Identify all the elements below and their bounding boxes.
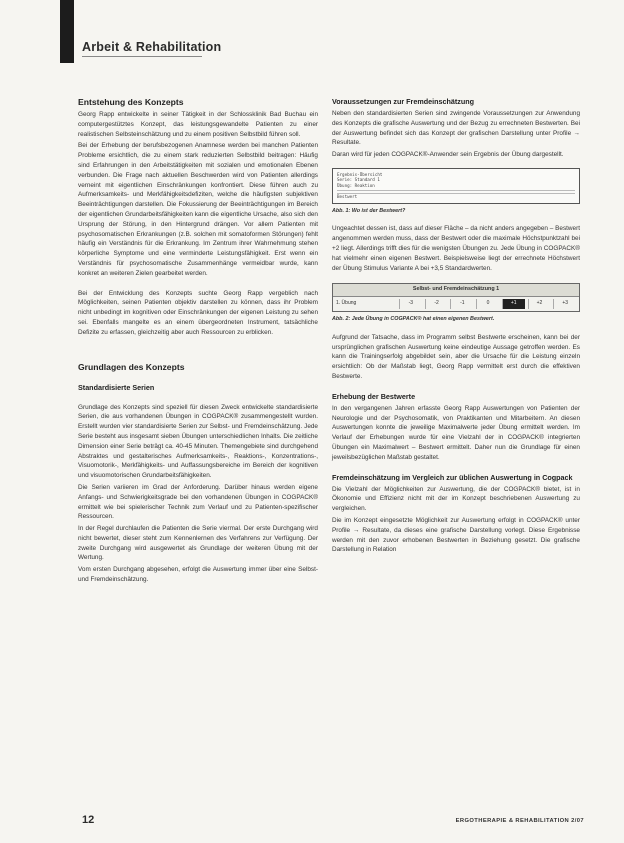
paragraph: Die im Konzept eingesetzte Möglichkeit zur Auswertung erfolgt in COGPACK® unter Profile → Resultate, da dieses eine grafische Darstellung vorlegt. Diese Ergebnisse werden mit den zuvor erhobenen Bestwerten in Beziehung gesetzt. Die grafische Darstellung in Relation: [332, 516, 580, 554]
figure-1-text: Serie: Standard 1: [337, 177, 380, 183]
scale-value: 0: [476, 299, 499, 309]
scale-value: -2: [425, 299, 448, 309]
figure-2-row-label: 1. Übung: [336, 300, 357, 307]
paragraph: Bei der Erhebung der berufsbezogenen Anamnese werden bei manchen Patienten Probleme ersichtlich, die zu einem stark reduzierten Selbstbild beitragen: Häufig sind Erfahrungen in den Arbeitstätigkeiten mit sozialen und emotionalen Ebenen verbunden. Die Frage nach aktuellen Beschwerden wird von Patienten allerdings verneint mit eigentlichen Einschränkungen konfrontiert. Diese führen auch zu Aufmerksamkeits- und Merkfähigkeitsdefiziten, welche die häufigsten subjektiven Beeinträchtigungen darstellen. Die Fokussierung der Beeinträchtigungen im Bereich der eigentlichen Grundarbeitsfähigkeiten kann die eigentliche Ursache, also sich den Ursprung der Störung, in den Hintergrund drängen. Vor allem Patienten mit psychosomatischen Erkrankungen (z.B. solchen mit somatoformen Störungen) fehlt häufig ein Verständnis für die Erkrankung. Im Zentrum ihrer Wahrnehmung stehen körperliche Symptome und eine verminderte Leistungsfähigkeit. Erst wenn ein Verständnis für psychosomatische Zusammenhänge vermeidbar wurde, kann konkret an weiteren Zielen gearbeitet werden.: [78, 142, 318, 277]
scale-value: -3: [399, 299, 422, 309]
figure-2-title: Selbst- und Fremdeinschätzung 1: [333, 284, 579, 297]
paragraph: Vom ersten Durchgang abgesehen, erfolgt die Auswertung immer über eine Selbst- und Fremdeinschätzung.: [78, 566, 318, 584]
scale-value: +3: [553, 299, 576, 309]
figure-1-text: Ergebnis-Übersicht: [337, 171, 383, 177]
scale-value-selected: +1: [502, 299, 525, 309]
section-tab-marker: [60, 0, 74, 63]
figure-2-rating-widget: [332, 283, 580, 312]
paragraph: Bei der Entwicklung des Konzepts suchte Georg Rapp vergeblich nach Möglichkeiten, seinen Patienten objektiv darstellen zu können, dass ihr Problem nicht unbedingt im kognitiven oder Einschränkungen der eigenen Leistung zu sehen sei. Ebenfalls mangelte es an einem übergeordneten Instrument, tatsächliche Defizite zu erfassen, gleichzeitig aber auch Ressourcen zu erblicken.: [78, 289, 318, 336]
figure-1-text: Bestwert: [337, 194, 358, 200]
right-column: [332, 97, 580, 557]
paragraph: Daran wird für jeden COGPACK®-Anwender sein Ergebnis der Übung dargestellt.: [332, 151, 564, 159]
paragraph: Ungeachtet dessen ist, dass auf dieser Fläche – da nicht anders angegeben – Bestwert angenommen werden muss, dass der Bestwert oder die maximale Höchstpunktzahl bei +2 liegt. Allerdings trifft dies für die wenigsten Übungen zu. Jede Übung in COGPACK® hat vielmehr einen eigenen Bestwert. Beispielsweise liegt der errechnete Höchstwert der Übung Stimulus Variante A bei +3,5 Standardwerten.: [332, 225, 580, 272]
figure-1-text: Übung: Reaktion: [337, 182, 375, 188]
scale-value: -1: [450, 299, 473, 309]
header-rule: [82, 56, 202, 57]
publication-name: ERGOTHERAPIE & REHABILITATION 2/07: [455, 818, 584, 824]
figure-2-caption: Abb. 2: Jede Übung in COGPACK® hat einen eigenen Bestwert.: [332, 315, 495, 322]
paragraph: Grundlage des Konzepts sind speziell für diesen Zweck entwickelte standardisierte Serien, die aus vorhandenen Übungen in COGPACK® zusammengestellt wurden. Erstellt wurden vier standardisierte Serien zur Selbst- und Fremdeinschätzung. Jede Serie besteht aus insgesamt sieben Übungen unterschiedlichen Inhalts. Die zeitliche Dimension einer Serie beträgt ca. 40-45 Minuten. Themengebiete sind durchgehend Abstraktes und gestalterisches Aufmerksamkeits-, Reaktions-, Konzentrations-, Visuomotorik-, Merkfähigkeits- und Auffassungsbereiche im Bereich der kognitiven und visuomotorischen Grundarbeitsfähigkeiten.: [78, 403, 318, 480]
scale-value: +2: [528, 299, 551, 309]
heading-fremdeinschaetzung: Fremdeinschätzung im Vergleich zur üblichen Auswertung in Cogpack: [332, 472, 573, 482]
paragraph: Georg Rapp entwickelte in seiner Tätigkeit in der Schlossklinik Bad Buchau ein computergestütztes Konzept, das leistungsgewandelte Patienten zu einer realistischen Selbsteinschätzung und zu einem positiven Selbstbild führen soll.: [78, 111, 318, 138]
heading-grundlagen: Grundlagen des Konzepts: [78, 361, 185, 372]
paragraph: Aufgrund der Tatsache, dass im Programm selbst Bestwerte erscheinen, kann bei der ursprünglichen grafischen Auswertung keine eindeutige Aussage getroffen werden. Es kann die Trainingserfolg abgebildet sein, aber die Ursache für die Leistung einzeln ersichtlich: Ob der Maßstab liegt, Georg Rapp vermittelt erst durch die effektiven Bestwerte.: [332, 333, 580, 380]
figure-1-caption: Abb. 1: Wo ist der Bestwert?: [332, 207, 406, 214]
page-number: 12: [82, 814, 95, 826]
heading-voraussetzungen: Voraussetzungen zur Fremdeinschätzung: [332, 97, 475, 106]
figure-2-row: [333, 297, 579, 311]
section-title: Arbeit & Rehabilitation: [82, 40, 222, 54]
heading-standardisierte-serien: Standardisierte Serien: [78, 382, 155, 392]
paragraph: Die Vielzahl der Möglichkeiten zur Auswertung, die der COGPACK® bietet, ist in Ökonomie und Effizienz nicht mit der im Konzept beschriebenen Auswertung zu vergleichen.: [332, 485, 580, 513]
paragraph: In der Regel durchlaufen die Patienten die Serie viermal. Der erste Durchgang wird nicht bewertet, dieser steht zum Kennenlernen des Verfahrens zur Verfügung. Der zweite Durchgang wird ausgewertet als Grundlage der weiteren Übung mit der Wertung.: [78, 525, 318, 562]
heading-entstehung: Entstehung des Konzepts: [78, 97, 184, 107]
paragraph: Neben den standardisierten Serien sind zwingende Voraussetzungen zur Anwendung des Konzepts die grafische Auswertung und der Bezug zu errechneten Bestwerten. Bei der Auswertung befindet sich das Konzept der grafischen Darstellung unter Profile → Resultate.: [332, 110, 580, 147]
paragraph: In den vergangenen Jahren erfasste Georg Rapp Auswertungen von Patienten der Neurologie und der Psychosomatik, von Praktikanten und Mitarbeitern. An diesen Auswertungen konnte die jeweilige Maximalwerte jeder Übung ermittelt werden. Im Verlauf der Erhebungen wurde für eine Vielzahl der in COGPACK® integrierten Übungen ein Maximalwert – Bestwert ermittelt. Daher nun die Grundlage für einen jeweilsbezüglichen Maßstab gestaltet.: [332, 404, 580, 461]
heading-erhebung: Erhebung der Bestwerte: [332, 391, 416, 401]
left-column: [78, 97, 318, 587]
figure-1-screenshot: [332, 168, 580, 204]
paragraph: Die Serien variieren im Grad der Anforderung. Darüber hinaus werden eigene Anfangs- und Schwierigkeitsgrade bei den vorhandenen Übungen in COGPACK® ermittelt wie bei spielerischer Technik zum Verlauf und zu Patienten-spezifischer Ressourcen.: [78, 483, 318, 521]
